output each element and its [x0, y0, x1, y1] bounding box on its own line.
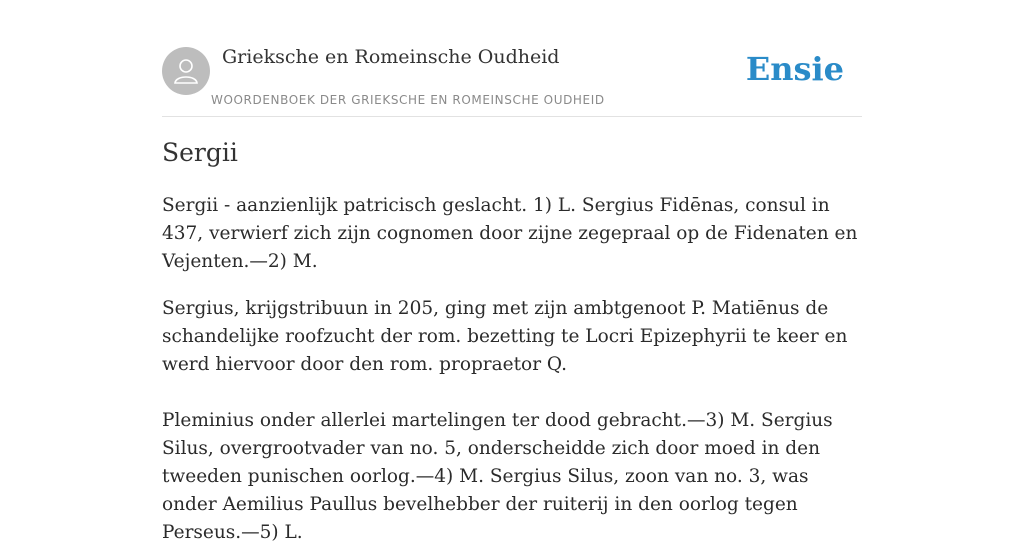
site-header [162, 40, 862, 117]
article-paragraph-2: Sergius, krijgstribuun in 205, ging met zijn ambtgenoot P. Matiēnus de schandelijke roofzucht der rom. bezetting te Locri Epizephyrii te keer en werd hiervoor door den rom. propraetor Q. [162, 298, 848, 375]
user-icon [171, 56, 201, 86]
site-subtitle[interactable]: WOORDENBOEK DER GRIEKSCHE EN ROMEINSCHE OUDHEID [211, 93, 605, 107]
page-title: Sergii [162, 138, 238, 167]
ensie-logo[interactable]: Ensie [745, 50, 844, 88]
article-paragraph-1: Sergii - aanzienlijk patricisch geslacht. 1) L. Sergius Fidēnas, consul in 437, verwierf zich zijn cognomen door zijne zegepraal op de Fidenaten en Vejenten.—2) M. [162, 195, 858, 272]
avatar[interactable] [162, 47, 210, 95]
site-title[interactable]: Grieksche en Romeinsche Oudheid [222, 46, 560, 68]
article-paragraph-3: Pleminius onder allerlei martelingen ter dood gebracht.—3) M. Sergius Silus, overgrootvader van no. 5, onderscheidde zich door moed in den tweeden punischen oorlog.—4) M. Sergius Silus, zoon van no. 3, was onder Aemilius Paullus bevelhebber der ruiterij in den oorlog tegen Perseus.—5) L. [162, 410, 833, 543]
